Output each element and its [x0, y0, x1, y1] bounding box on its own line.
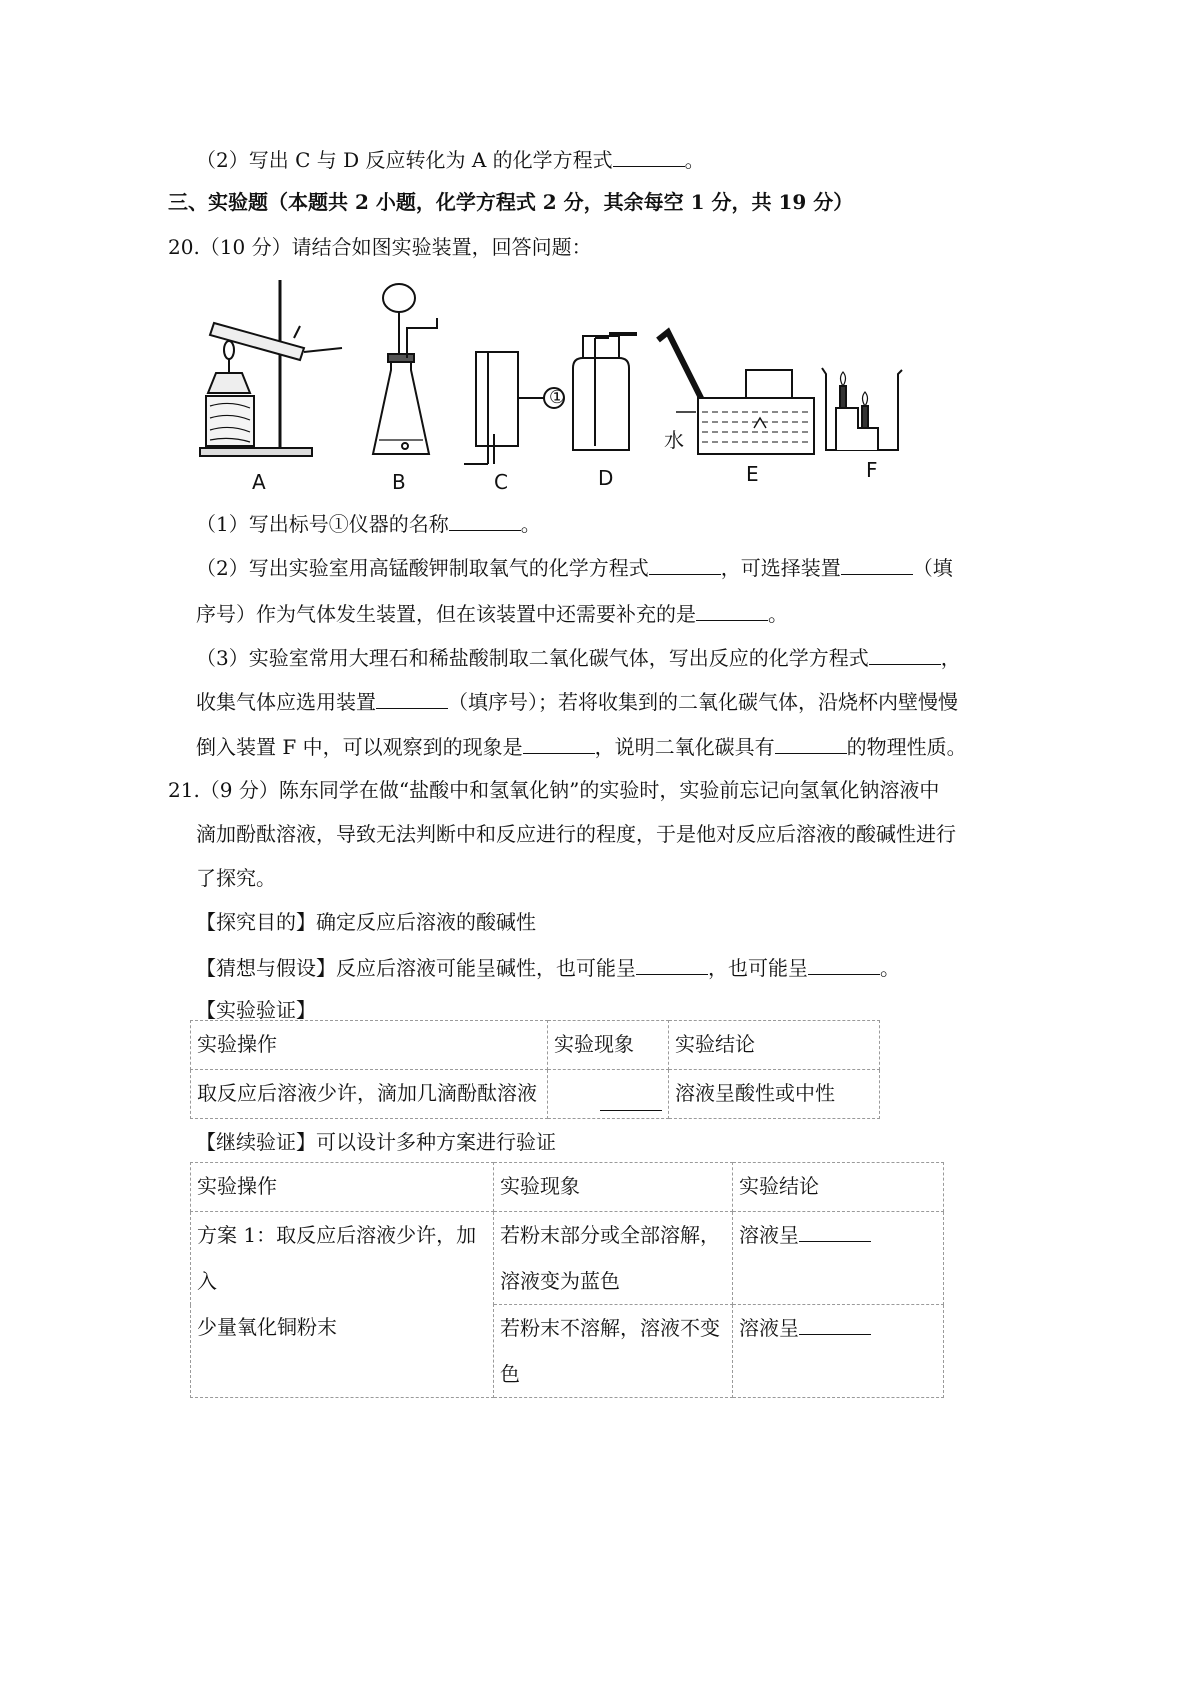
answer-blank[interactable]	[449, 512, 521, 531]
label-b: B	[392, 470, 406, 494]
q20-sub3-line2: 收集气体应选用装置 （填序号）；若将收集到的二氧化碳气体，沿烧杯内壁慢慢	[196, 690, 958, 714]
q21-continue-heading: 【继续验证】可以设计多种方案进行验证	[196, 1130, 556, 1154]
table-header-row	[191, 1021, 880, 1070]
label-a: A	[252, 470, 266, 494]
q20-sub3-line3: 倒入装置 F 中，可以观察到的现象是 ，说明二氧化碳具有 的物理性质。	[196, 735, 967, 759]
label-f: F	[866, 458, 878, 482]
table-header-cell: 实验结论	[669, 1021, 880, 1070]
label-e: E	[746, 462, 759, 486]
q21-stem-line2: 滴加酚酞溶液，导致无法判断中和反应进行的程度，于是他对反应后溶液的酸碱性进行	[196, 822, 956, 846]
answer-blank[interactable]	[841, 556, 913, 575]
table-header-cell: 实验现象	[494, 1163, 733, 1212]
apparatus-a	[200, 280, 342, 456]
table-cell: 若粉末部分或全部溶解， 溶液变为蓝色	[494, 1212, 733, 1305]
q20-sub1: （1）写出标号①仪器的名称 。	[196, 512, 541, 536]
answer-blank[interactable]	[775, 735, 847, 754]
table-cell: 方案 1：取反应后溶液少许，加入 少量氧化铜粉末	[191, 1212, 494, 1398]
table-header-cell: 实验操作	[191, 1021, 548, 1070]
table-header-row	[191, 1163, 944, 1212]
answer-blank[interactable]	[613, 148, 685, 167]
table-cell: 溶液呈	[733, 1212, 944, 1305]
q20-sub2-line1: （2）写出实验室用高锰酸钾制取氧气的化学方程式 ，可选择装置 （填	[196, 556, 953, 580]
table-cell: 取反应后溶液少许，滴加几滴酚酞溶液	[191, 1070, 548, 1119]
q21-stem-line3: 了探究。	[196, 866, 276, 890]
continued-verification-table	[190, 1162, 944, 1398]
table-cell: 溶液呈酸性或中性	[669, 1070, 880, 1119]
table-row	[191, 1212, 944, 1305]
q19-sub2-text: （2）写出 C 与 D 反应转化为 A 的化学方程式	[196, 148, 613, 172]
answer-blank[interactable]	[799, 1223, 871, 1242]
table-header-cell: 实验结论	[733, 1163, 944, 1212]
apparatus-c	[464, 352, 564, 464]
q21-hypothesis: 【猜想与假设】反应后溶液可能呈碱性，也可能呈 ，也可能呈 。	[196, 956, 900, 980]
q20-sub2-line2: 序号）作为气体发生装置，但在该装置中还需要补充的是 。	[196, 602, 788, 626]
apparatus-b	[373, 284, 437, 454]
marker-1: ①	[549, 387, 566, 408]
table-cell: 溶液呈	[733, 1305, 944, 1398]
answer-blank[interactable]	[600, 1092, 662, 1111]
table-header-cell: 实验操作	[191, 1163, 494, 1212]
q19-sub2: （2）写出 C 与 D 反应转化为 A 的化学方程式 。	[196, 148, 705, 172]
q20-sub3-line1: （3）实验室常用大理石和稀盐酸制取二氧化碳气体，写出反应的化学方程式 ，	[196, 646, 961, 670]
table-row	[191, 1070, 880, 1119]
answer-blank[interactable]	[636, 956, 708, 975]
apparatus-figure	[196, 278, 916, 488]
q21-purpose: 【探究目的】确定反应后溶液的酸碱性	[196, 910, 536, 934]
answer-blank[interactable]	[696, 602, 768, 621]
answer-blank[interactable]	[799, 1316, 871, 1335]
q20-stem: 20.（10 分）请结合如图实验装置，回答问题：	[168, 235, 592, 259]
table-cell: 若粉末不溶解，溶液不变 色	[494, 1305, 733, 1398]
answer-blank[interactable]	[808, 956, 880, 975]
water-label: 水	[664, 428, 684, 452]
apparatus-f	[822, 368, 902, 450]
verification-table	[190, 1020, 880, 1119]
answer-blank[interactable]	[376, 690, 448, 709]
label-c: C	[494, 470, 508, 494]
table-header-cell: 实验现象	[548, 1021, 669, 1070]
q21-stem-line1: 21.（9 分）陈东同学在做“盐酸中和氢氧化钠”的实验时，实验前忘记向氢氧化钠溶液中	[168, 778, 940, 802]
answer-blank[interactable]	[523, 735, 595, 754]
label-d: D	[598, 466, 614, 490]
answer-blank[interactable]	[649, 556, 721, 575]
section-heading: 三、实验题（本题共 2 小题，化学方程式 2 分，其余每空 1 分，共 19 分）	[168, 190, 854, 214]
answer-blank[interactable]	[869, 646, 941, 665]
apparatus-d	[573, 334, 637, 450]
q21-verify-heading: 【实验验证】	[196, 998, 316, 1022]
table-cell	[548, 1070, 669, 1119]
